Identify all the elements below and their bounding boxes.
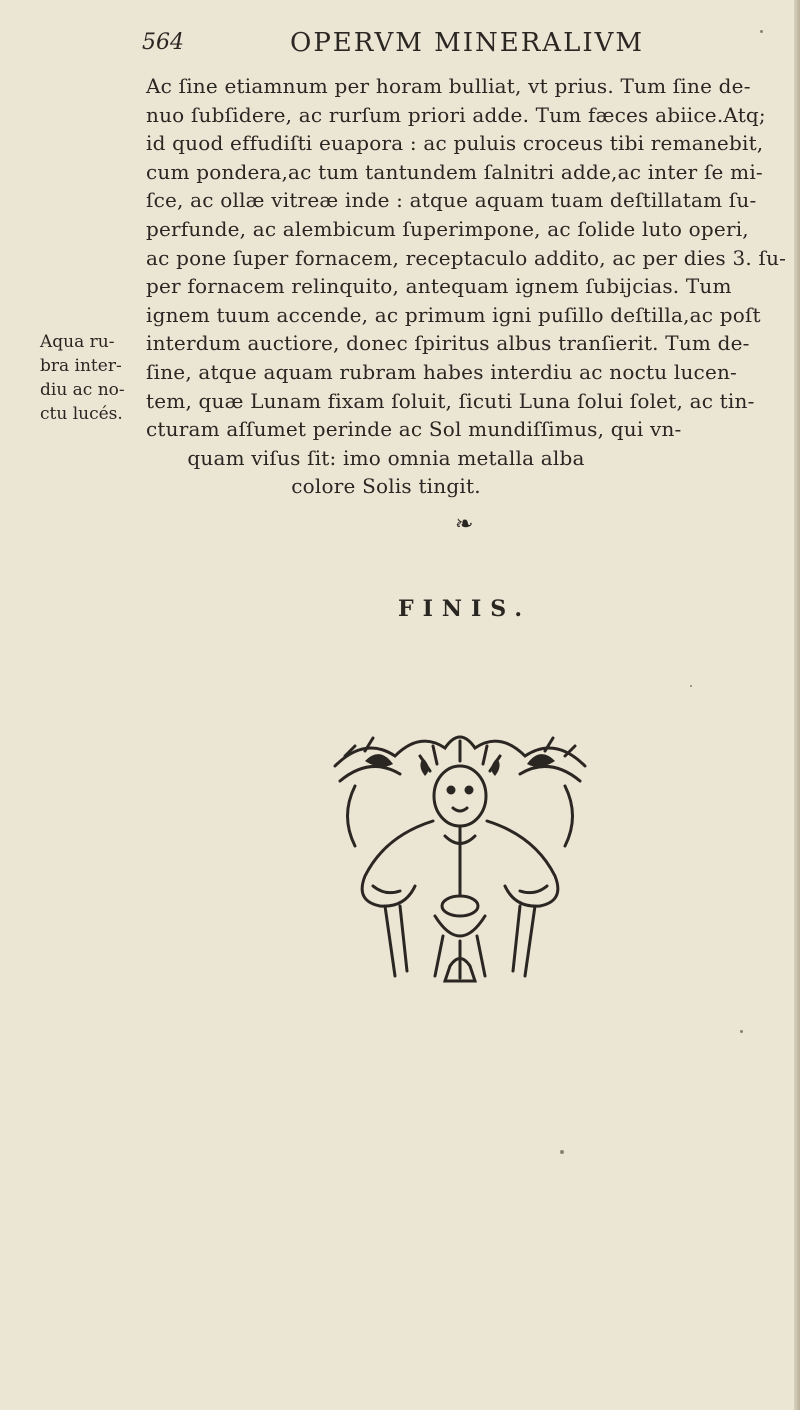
margin-note-line: diu ac no- — [40, 380, 125, 400]
finis-label: FINIS. — [398, 596, 532, 622]
text-line: colore Solis tingit. — [291, 474, 481, 499]
text-line: interdum auctiore, donec ſpiritus albus tranſierit. Tum de- — [146, 331, 750, 356]
text-line: perfunde, ac alembicum ſuperimpone, ac ſolide luto operi, — [146, 216, 749, 241]
text-line: per fornacem relinquito, antequam ignem ſubijcias. Tum — [146, 274, 732, 299]
page-edge-shadow — [794, 0, 800, 1410]
paper-speck — [560, 1150, 564, 1154]
paper-speck — [760, 30, 763, 33]
page-number: 564 — [142, 30, 184, 55]
running-title: OPERVM MINERALIVM — [290, 28, 645, 58]
text-line: tem, quæ Lunam fixam ſoluit, ſicuti Luna ſolui ſolet, ac tin- — [146, 388, 755, 413]
body-text — [146, 72, 792, 501]
text-line: ac pone ſuper fornacem, receptaculo addito, ac per dies 3. ſu- — [146, 245, 787, 270]
text-line: quam viſus ſit: imo omnia metalla alba — [187, 445, 585, 470]
paper-speck — [740, 1030, 743, 1033]
text-line: Ac ſine etiamnum per horam bulliat, vt prius. Tum ſine de- — [146, 74, 751, 98]
page-header — [142, 24, 662, 64]
margin-note-line: Aqua ru- — [40, 332, 115, 352]
text-line: cum pondera,ac tum tantundem ſalnitri adde,ac inter ſe mi- — [146, 159, 763, 184]
fleuron-icon: ❧ — [455, 512, 474, 537]
text-line: ſce, ac ollæ vitreæ inde : atque aquam tuam deſtillatam ſu- — [146, 188, 757, 213]
margin-note-line: bra inter- — [40, 356, 122, 376]
text-line: ignem tuum accende, ac primum igni puſillo deſtilla,ac poſt — [146, 302, 761, 327]
paper-speck — [690, 685, 692, 687]
text-line: id quod effudiſti euapora : ac puluis croceus tibi remanebit, — [146, 131, 764, 156]
margin-note — [40, 330, 140, 426]
text-line: nuo ſubſidere, ac rurſum priori adde. Tum fæces abiice.Atq; — [146, 102, 766, 127]
grotesque-mask-vignette-icon — [325, 726, 595, 986]
margin-note-line: ctu lucés. — [40, 404, 123, 424]
text-line: ſine, atque aquam rubram habes interdiu ac noctu lucen- — [146, 359, 738, 384]
text-line: cturam aſſumet perinde ac Sol mundiſſimus, qui vn- — [146, 417, 682, 442]
